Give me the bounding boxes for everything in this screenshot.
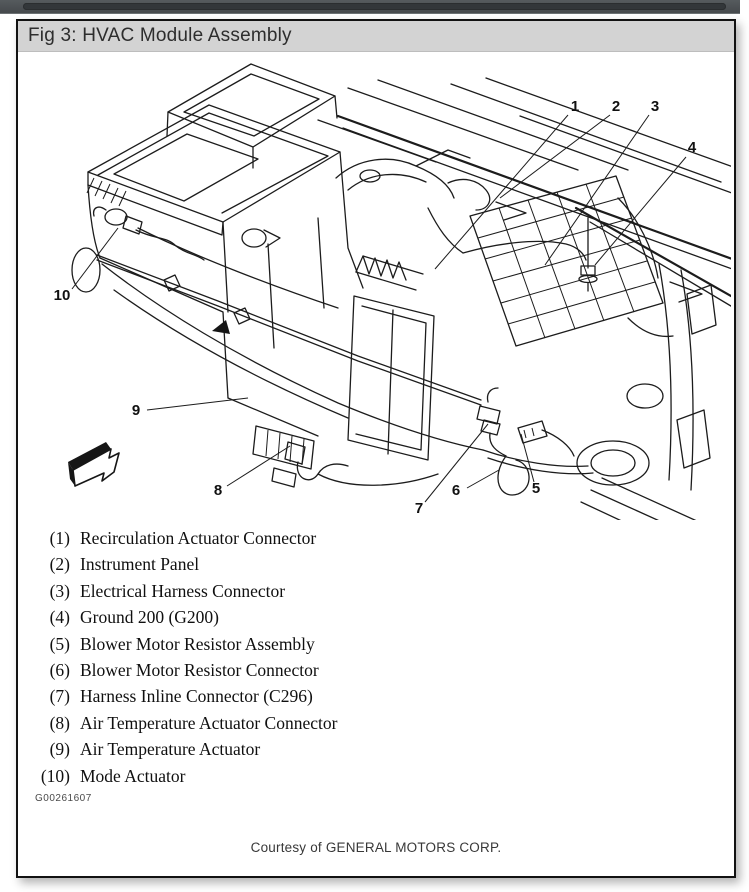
legend-num: (9) <box>49 739 70 760</box>
legend-label: Electrical Harness Connector <box>80 580 286 601</box>
legend-num: (4) <box>49 607 70 628</box>
legend-num: (6) <box>49 660 70 681</box>
legend-item <box>18 657 734 683</box>
legend-label: Ground 200 (G200) <box>80 607 220 628</box>
legend-label: Mode Actuator <box>80 765 186 786</box>
callout-3: 3 <box>650 98 660 115</box>
callout-5: 5 <box>531 480 541 497</box>
wiring-harness <box>97 208 586 405</box>
callout-8: 8 <box>213 482 223 499</box>
scrollbar-thumb[interactable] <box>23 3 726 10</box>
legend-num: (1) <box>49 528 70 548</box>
legend-num: (5) <box>49 633 70 654</box>
body-side-structure <box>581 264 730 520</box>
legend-label: Instrument Panel <box>80 554 200 575</box>
figure-page <box>16 19 736 878</box>
legend-label: Air Temperature Actuator <box>80 739 261 760</box>
leader-6 <box>467 470 499 488</box>
legend-num: (3) <box>49 580 70 601</box>
legend-list <box>18 525 734 789</box>
legend-label: Harness Inline Connector (C296) <box>80 686 313 707</box>
legend-num: (8) <box>49 712 70 733</box>
callout-7: 7 <box>414 500 424 517</box>
horizontal-scrollbar[interactable] <box>0 0 740 14</box>
leader-2 <box>500 115 610 198</box>
leader-9 <box>147 398 248 410</box>
callout-4: 4 <box>687 139 697 156</box>
legend-label: Blower Motor Resistor Assembly <box>80 633 315 654</box>
legend-item <box>18 631 734 657</box>
legend-num: (7) <box>49 686 70 707</box>
legend-item <box>18 604 734 630</box>
legend-item <box>18 710 734 736</box>
callout-numbers <box>54 98 697 517</box>
legend-num: (2) <box>49 554 70 575</box>
air-temperature-actuator <box>253 426 314 487</box>
legend-item <box>18 578 734 604</box>
callout-1: 1 <box>570 98 580 115</box>
leader-8 <box>227 446 290 486</box>
figure-title: Fig 3: HVAC Module Assembly <box>28 25 292 46</box>
leader-10 <box>72 228 118 289</box>
callout-6: 6 <box>451 482 461 499</box>
figure-code: G00261607 <box>35 793 92 805</box>
legend-item <box>18 525 734 551</box>
diagram <box>18 58 734 520</box>
air-inlet-collar <box>87 64 340 235</box>
legend-item <box>18 683 734 709</box>
legend-item <box>18 763 734 789</box>
legend-item <box>18 551 734 577</box>
legend-label: Blower Motor Resistor Connector <box>80 660 319 681</box>
legend-label: Recirculation Actuator Connector <box>80 528 317 548</box>
callout-2: 2 <box>611 98 621 115</box>
legend-label: Air Temperature Actuator Connector <box>80 712 338 733</box>
legend-item <box>18 736 734 762</box>
courtesy-line: Courtesy of GENERAL MOTORS CORP. <box>250 840 502 856</box>
callout-9: 9 <box>131 402 141 419</box>
direction-arrow <box>68 442 119 486</box>
blower-assembly <box>477 384 663 495</box>
figure-title-bar <box>18 21 734 52</box>
legend-num: (10) <box>40 765 70 786</box>
callout-10: 10 <box>53 287 71 304</box>
hvac-diagram-svg <box>18 58 731 520</box>
